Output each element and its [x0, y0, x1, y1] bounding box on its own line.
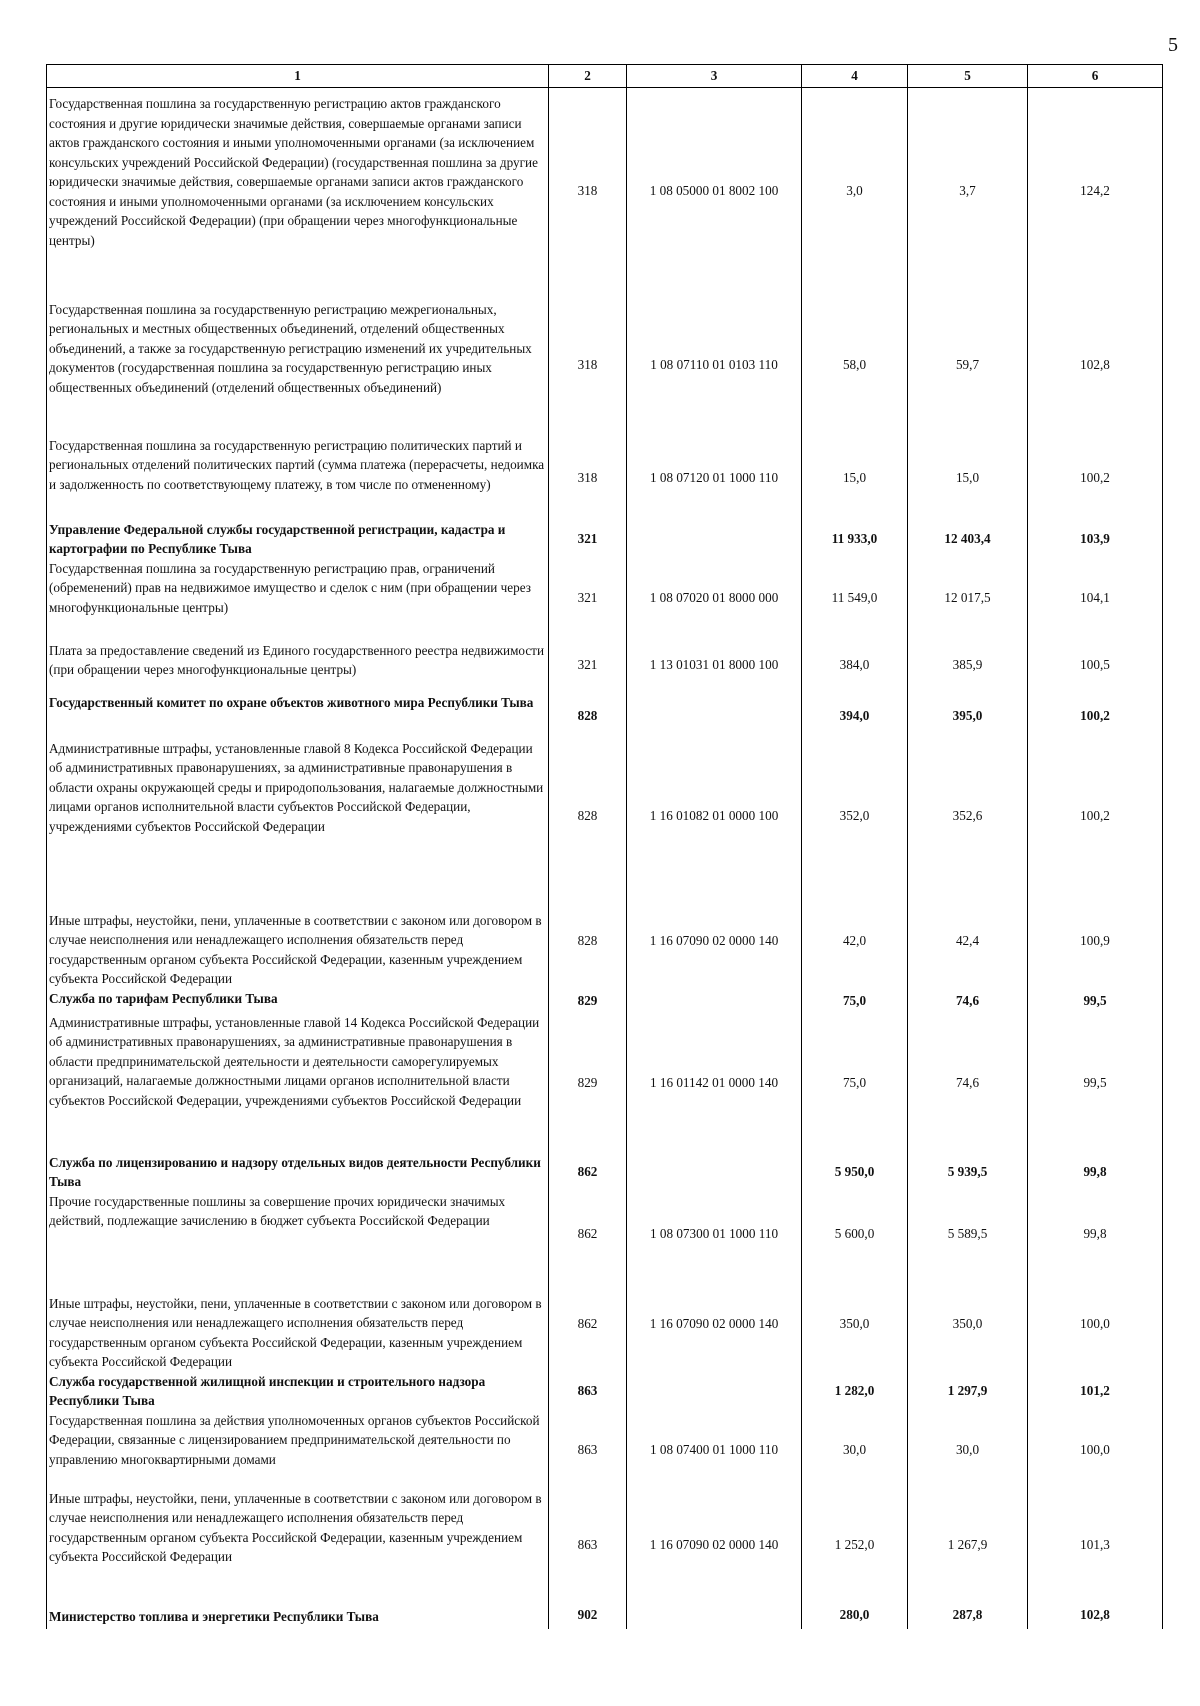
row-budget-code: 1 08 05000 01 8002 100 [627, 88, 802, 294]
row-budget-code: 1 08 07020 01 8000 000 [627, 559, 802, 637]
row-actual-value: 59,7 [908, 294, 1028, 436]
row-name: Административные штрафы, установленные главой 8 Кодекса Российской Федерации об административных правонарушениях, за административные правонарушения в области охраны окружающей среды и природопользования, налагаемые должностными лицами органов исполнительной власти субъектов Российской Федерации, учреждениями субъектов Российской Федерации [47, 739, 549, 893]
row-name: Государственная пошлина за государственную регистрацию прав, ограничений (обременений) прав на недвижимое имущество и сделок с ним (при обращении через многофункциональные центры) [47, 559, 549, 637]
row-actual-value: 5 589,5 [908, 1192, 1028, 1276]
row-admin-code: 318 [549, 436, 627, 520]
table-row [47, 559, 1163, 637]
row-plan-value: 30,0 [802, 1411, 908, 1489]
row-admin-code: 321 [549, 637, 627, 693]
row-admin-code: 828 [549, 739, 627, 893]
row-budget-code [627, 1153, 802, 1192]
row-admin-code: 318 [549, 88, 627, 294]
row-name: Министерство топлива и энергетики Республики Тыва [47, 1601, 549, 1629]
row-plan-value: 3,0 [802, 88, 908, 294]
row-actual-value: 3,7 [908, 88, 1028, 294]
row-percent: 100,0 [1028, 1276, 1163, 1372]
row-budget-code: 1 16 01142 01 0000 140 [627, 1013, 802, 1153]
table-row [47, 637, 1163, 693]
row-name: Государственный комитет по охране объектов животного мира Республики Тыва [47, 693, 549, 739]
row-percent: 103,9 [1028, 520, 1163, 559]
row-name: Государственная пошлина за государственную регистрацию политических партий и региональных отделений политических партий (сумма платежа (перерасчеты, недоимка и задолженность по соответствующему платежу, в том числе по отмененному) [47, 436, 549, 520]
row-plan-value: 5 600,0 [802, 1192, 908, 1276]
row-percent: 102,8 [1028, 294, 1163, 436]
table-row [47, 1372, 1163, 1411]
row-admin-code: 828 [549, 893, 627, 989]
row-percent: 100,2 [1028, 693, 1163, 739]
table-row [47, 893, 1163, 989]
row-name: Служба государственной жилищной инспекции и строительного надзора Республики Тыва [47, 1372, 549, 1411]
row-admin-code: 863 [549, 1489, 627, 1601]
row-name: Государственная пошлина за государственную регистрацию межрегиональных, региональных и местных общественных объединений, отделений общественных объединений, а также за государственную регистрацию изменений их учредительных документов (государственная пошлина за государственную регистрацию иных общественных объединений (отделений общественных объединений) [47, 294, 549, 436]
row-plan-value: 350,0 [802, 1276, 908, 1372]
row-actual-value: 12 017,5 [908, 559, 1028, 637]
row-name: Управление Федеральной службы государственной регистрации, кадастра и картографии по Республике Тыва [47, 520, 549, 559]
row-percent: 99,5 [1028, 989, 1163, 1013]
revenue-table [46, 64, 1163, 1629]
row-plan-value: 384,0 [802, 637, 908, 693]
row-name: Государственная пошлина за действия уполномоченных органов субъектов Российской Федерации, связанные с лицензированием предпринимательской деятельности по управлению многоквартирными домами [47, 1411, 549, 1489]
row-name: Иные штрафы, неустойки, пени, уплаченные в соответствии с законом или договором в случае неисполнения или ненадлежащего исполнения обязательств перед государственным органом субъекта Российской Федерации, казенным учреждением субъекта Российской Федерации [47, 1489, 549, 1601]
table-row [47, 436, 1163, 520]
row-budget-code: 1 08 07110 01 0103 110 [627, 294, 802, 436]
row-actual-value: 350,0 [908, 1276, 1028, 1372]
row-budget-code [627, 1601, 802, 1629]
row-plan-value: 58,0 [802, 294, 908, 436]
row-admin-code: 862 [549, 1153, 627, 1192]
row-actual-value: 15,0 [908, 436, 1028, 520]
row-admin-code: 863 [549, 1372, 627, 1411]
row-admin-code: 321 [549, 559, 627, 637]
row-actual-value: 385,9 [908, 637, 1028, 693]
column-header: 1 [47, 65, 549, 88]
table-row [47, 1411, 1163, 1489]
row-actual-value: 30,0 [908, 1411, 1028, 1489]
column-header: 3 [627, 65, 802, 88]
row-plan-value: 15,0 [802, 436, 908, 520]
row-actual-value: 1 267,9 [908, 1489, 1028, 1601]
row-admin-code: 902 [549, 1601, 627, 1629]
table-row [47, 1153, 1163, 1192]
row-name: Плата за предоставление сведений из Единого государственного реестра недвижимости (при обращении через многофункциональные центры) [47, 637, 549, 693]
row-percent: 124,2 [1028, 88, 1163, 294]
row-name: Административные штрафы, установленные главой 14 Кодекса Российской Федерации об административных правонарушениях, за административные правонарушения в области предпринимательской деятельности и деятельности саморегулируемых организаций, налагаемые должностными лицами органов исполнительной власти субъектов Российской Федерации, учреждениями субъектов Российской Федерации [47, 1013, 549, 1153]
row-budget-code [627, 1372, 802, 1411]
row-admin-code: 863 [549, 1411, 627, 1489]
row-percent: 99,8 [1028, 1192, 1163, 1276]
table-row [47, 1601, 1163, 1629]
row-plan-value: 5 950,0 [802, 1153, 908, 1192]
row-admin-code: 321 [549, 520, 627, 559]
page-number: 5 [1168, 34, 1178, 56]
row-plan-value: 1 252,0 [802, 1489, 908, 1601]
row-actual-value: 395,0 [908, 693, 1028, 739]
row-percent: 99,8 [1028, 1153, 1163, 1192]
row-budget-code: 1 16 07090 02 0000 140 [627, 1276, 802, 1372]
row-actual-value: 42,4 [908, 893, 1028, 989]
row-percent: 100,5 [1028, 637, 1163, 693]
row-plan-value: 280,0 [802, 1601, 908, 1629]
row-actual-value: 5 939,5 [908, 1153, 1028, 1192]
row-budget-code: 1 08 07400 01 1000 110 [627, 1411, 802, 1489]
table-row [47, 1276, 1163, 1372]
row-admin-code: 829 [549, 989, 627, 1013]
table-row [47, 1013, 1163, 1153]
row-plan-value: 352,0 [802, 739, 908, 893]
row-plan-value: 394,0 [802, 693, 908, 739]
row-name: Прочие государственные пошлины за совершение прочих юридически значимых действий, подлежащие зачислению в бюджет субъекта Российской Федерации [47, 1192, 549, 1276]
column-header: 5 [908, 65, 1028, 88]
row-percent: 101,3 [1028, 1489, 1163, 1601]
row-percent: 99,5 [1028, 1013, 1163, 1153]
column-header: 4 [802, 65, 908, 88]
row-budget-code: 1 16 07090 02 0000 140 [627, 1489, 802, 1601]
row-actual-value: 74,6 [908, 989, 1028, 1013]
row-percent: 100,9 [1028, 893, 1163, 989]
row-admin-code: 862 [549, 1192, 627, 1276]
row-percent: 102,8 [1028, 1601, 1163, 1629]
row-budget-code [627, 989, 802, 1013]
row-admin-code: 829 [549, 1013, 627, 1153]
row-budget-code: 1 08 07300 01 1000 110 [627, 1192, 802, 1276]
row-actual-value: 12 403,4 [908, 520, 1028, 559]
row-plan-value: 11 933,0 [802, 520, 908, 559]
row-budget-code [627, 520, 802, 559]
row-admin-code: 318 [549, 294, 627, 436]
table-body [47, 88, 1163, 1629]
row-plan-value: 75,0 [802, 1013, 908, 1153]
table-row [47, 989, 1163, 1013]
row-percent: 100,0 [1028, 1411, 1163, 1489]
table-row [47, 693, 1163, 739]
row-budget-code [627, 693, 802, 739]
row-admin-code: 862 [549, 1276, 627, 1372]
row-plan-value: 42,0 [802, 893, 908, 989]
row-name: Государственная пошлина за государственную регистрацию актов гражданского состояния и другие юридически значимые действия, совершаемые органами записи актов гражданского состояния и иными уполномоченными органами (за исключением консульских учреждений Российской Федерации) (государственная пошлина за другие юридически значимые действия, совершаемые органами записи актов гражданского состояния и иными уполномоченными органами (за исключением консульских учреждений Российской Федерации) (при обращении через многофункциональные центры) [47, 88, 549, 294]
row-actual-value: 1 297,9 [908, 1372, 1028, 1411]
column-header: 2 [549, 65, 627, 88]
table-row [47, 294, 1163, 436]
row-actual-value: 352,6 [908, 739, 1028, 893]
row-name: Служба по лицензированию и надзору отдельных видов деятельности Республики Тыва [47, 1153, 549, 1192]
row-name: Иные штрафы, неустойки, пени, уплаченные в соответствии с законом или договором в случае неисполнения или ненадлежащего исполнения обязательств перед государственным органом субъекта Российской Федерации, казенным учреждением субъекта Российской Федерации [47, 893, 549, 989]
row-name: Иные штрафы, неустойки, пени, уплаченные в соответствии с законом или договором в случае неисполнения или ненадлежащего исполнения обязательств перед государственным органом субъекта Российской Федерации, казенным учреждением субъекта Российской Федерации [47, 1276, 549, 1372]
table-row [47, 520, 1163, 559]
row-percent: 100,2 [1028, 739, 1163, 893]
table-row [47, 739, 1163, 893]
row-budget-code: 1 08 07120 01 1000 110 [627, 436, 802, 520]
row-percent: 104,1 [1028, 559, 1163, 637]
row-budget-code: 1 13 01031 01 8000 100 [627, 637, 802, 693]
row-name: Служба по тарифам Республики Тыва [47, 989, 549, 1013]
row-plan-value: 1 282,0 [802, 1372, 908, 1411]
row-budget-code: 1 16 07090 02 0000 140 [627, 893, 802, 989]
row-plan-value: 11 549,0 [802, 559, 908, 637]
row-actual-value: 287,8 [908, 1601, 1028, 1629]
table-row [47, 1192, 1163, 1276]
row-plan-value: 75,0 [802, 989, 908, 1013]
table-header-row [47, 65, 1163, 88]
row-actual-value: 74,6 [908, 1013, 1028, 1153]
row-admin-code: 828 [549, 693, 627, 739]
row-percent: 100,2 [1028, 436, 1163, 520]
row-percent: 101,2 [1028, 1372, 1163, 1411]
table-row [47, 88, 1163, 294]
column-header: 6 [1028, 65, 1163, 88]
row-budget-code: 1 16 01082 01 0000 100 [627, 739, 802, 893]
table-row [47, 1489, 1163, 1601]
